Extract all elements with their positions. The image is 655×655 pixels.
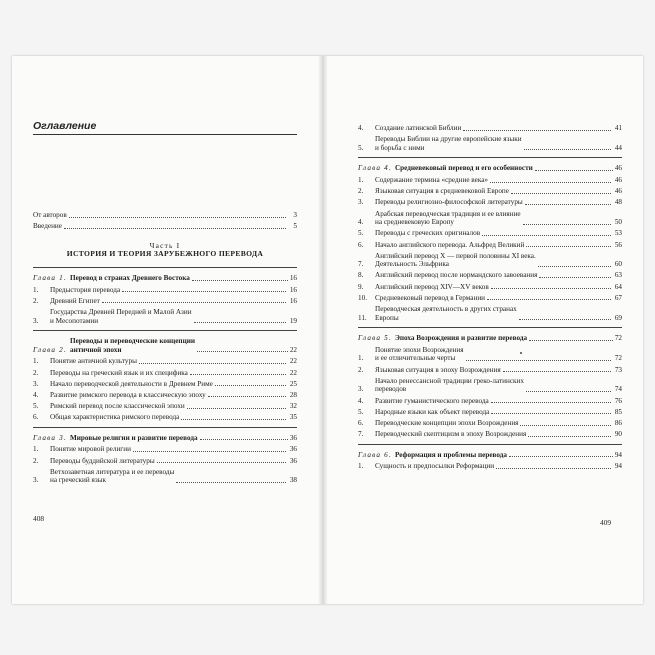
page-number-right: 409	[600, 518, 612, 527]
dot-leader	[539, 277, 611, 278]
chapter-page: 94	[614, 450, 622, 459]
toc-entry	[358, 305, 622, 322]
entry-title: Развитие гуманистического перевода	[375, 396, 489, 405]
dot-leader	[122, 291, 286, 292]
dot-leader	[176, 482, 286, 483]
entry-number: 4.	[358, 124, 364, 132]
dot-leader	[197, 351, 288, 352]
entry-page: 16	[289, 285, 297, 294]
entry-page: 19	[289, 316, 297, 325]
toc-entry	[33, 445, 297, 454]
chapter-page: 36	[289, 433, 297, 442]
entry-number: 1.	[358, 462, 364, 471]
chapter-page: 22	[289, 345, 297, 354]
dot-leader	[491, 413, 611, 414]
entry-number: 8.	[358, 271, 364, 280]
entry-title: Сущность и предпосылки Реформации	[375, 462, 495, 471]
toc-entry	[33, 457, 297, 466]
entry-title: Языковая ситуация в средневековой Европе	[375, 187, 509, 196]
toc-title: Оглавление	[33, 120, 297, 135]
toc-entry	[358, 377, 622, 394]
entry-title: Переводы религиозно-философской литературы	[375, 198, 523, 207]
entry-title: Арабская переводческая традиция и ее влияние на средневековую Европу	[375, 209, 521, 227]
entry-title: Средневековый перевод в Германии	[375, 293, 486, 302]
entry-number: 11.	[358, 313, 367, 322]
chapter-rule	[358, 444, 622, 445]
entry-number: 5.	[358, 229, 364, 238]
entry-page: 94	[614, 462, 622, 471]
book-spine	[318, 56, 328, 604]
entry-number: 3.	[33, 476, 39, 485]
entry-number: 3.	[358, 385, 364, 394]
entry-page: 50	[614, 218, 622, 227]
entry-title: От авторов	[33, 211, 67, 219]
entry-title: Римский перевод после классической эпохи	[50, 402, 185, 411]
chapter-heading	[358, 334, 622, 343]
right-chapters	[358, 157, 622, 471]
chapter-title: Эпоха Возрождения и развитие перевода	[394, 334, 528, 343]
entry-page: 69	[614, 313, 622, 322]
entry-number: 5.	[33, 402, 39, 411]
entry-title: Переводы Библии на другие европейские языки и борьба с ними	[375, 135, 522, 152]
entry-number: 6.	[358, 240, 364, 249]
chapter-rule	[33, 427, 297, 428]
entry-number: 4.	[358, 218, 364, 227]
entry-page: 73	[614, 365, 622, 374]
chapter-rule	[33, 330, 297, 331]
entry-page: 64	[614, 282, 622, 291]
dot-leader	[529, 340, 613, 341]
entry-number: 4.	[33, 390, 39, 399]
toc-entry	[33, 391, 297, 400]
dot-leader	[463, 130, 611, 131]
entry-page: 76	[614, 396, 622, 405]
entry-page: 25	[289, 379, 297, 388]
toc-entry	[358, 198, 622, 207]
entry-number: 4.	[358, 396, 364, 405]
toc-entry	[33, 297, 297, 306]
toc-entry	[33, 468, 297, 485]
entry-number: 5.	[358, 143, 364, 152]
dot-leader	[190, 374, 286, 375]
chapter-title: Переводы и переводческие концепции античной эпохи	[69, 337, 195, 354]
dot-leader	[133, 451, 286, 452]
dot-leader	[139, 363, 286, 364]
entry-number: 1.	[358, 354, 364, 363]
toc-entry	[33, 413, 297, 422]
dot-leader	[535, 170, 613, 171]
toc-entry	[358, 210, 622, 227]
entry-number: 1.	[33, 357, 39, 366]
dot-leader	[538, 266, 611, 267]
chapter-lead: Глава 3.	[33, 433, 67, 442]
entry-number: 3.	[33, 316, 39, 325]
dot-leader	[482, 235, 611, 236]
entry-number: 7.	[358, 260, 364, 269]
toc-entry	[33, 357, 297, 366]
entry-number: 2.	[33, 368, 39, 377]
entry-title: Государства Древней Передней и Малой Азии и Месопотамии	[50, 307, 192, 325]
entry-number: 6.	[358, 418, 364, 427]
entry-number: 2.	[358, 187, 364, 196]
chapter-lead: Глава 2.	[33, 345, 67, 354]
dot-leader	[157, 462, 286, 463]
toc-entry	[358, 462, 622, 471]
toc-entry	[33, 308, 297, 325]
dot-leader	[491, 402, 611, 403]
entry-number: 9.	[358, 282, 364, 291]
dot-leader	[528, 436, 611, 437]
toc-entry	[358, 271, 622, 280]
chapter-heading	[358, 451, 622, 460]
toc-entry	[358, 294, 622, 303]
dot-leader	[525, 204, 611, 205]
chapter-heading	[33, 274, 297, 283]
dot-leader	[487, 299, 611, 300]
dot-leader	[520, 425, 611, 426]
dot-leader	[496, 468, 611, 469]
dot-leader	[466, 360, 611, 361]
chapter-lead: Глава 1.	[33, 273, 67, 282]
entry-title: Понятие античной культуры	[50, 357, 137, 366]
entry-title: Английский перевод после нормандского завоевания	[375, 271, 538, 280]
dot-leader	[181, 419, 286, 420]
dot-leader	[194, 322, 286, 323]
entry-title: Понятие мировой религии	[50, 445, 131, 454]
entry-title: Начало английского перевода. Альфред Великий	[375, 240, 525, 249]
toc-entry	[33, 286, 297, 295]
entry-title: Переводы на греческий язык и их специфика	[50, 368, 188, 377]
toc-entry	[33, 380, 297, 389]
entry-page: 16	[289, 296, 297, 305]
dot-leader	[192, 280, 288, 281]
entry-page: 36	[289, 456, 297, 465]
toc-entry	[358, 135, 622, 152]
chapter-lead: Глава 5.	[358, 334, 392, 343]
toc-entry	[358, 187, 622, 196]
toc-entry	[358, 366, 622, 375]
entry-number: 1.	[33, 285, 39, 294]
entry-title: Начало переводческой деятельности в Древнем Риме	[50, 379, 213, 388]
entry-page: 86	[614, 418, 622, 427]
entry-page: 72	[614, 354, 622, 363]
entry-title: Общая характеристика римского перевода	[50, 413, 180, 422]
entry-number: 1.	[358, 175, 364, 184]
page-number-left: 408	[33, 514, 45, 523]
entry-title: Древний Египет	[50, 296, 100, 305]
toc-entry	[33, 402, 297, 411]
entry-page: 3	[293, 211, 297, 219]
toc-entry	[33, 211, 297, 220]
entry-title: Введение	[33, 222, 62, 231]
continued-items	[358, 124, 622, 152]
entry-number: 2.	[358, 365, 364, 374]
entry-title: Предыстория перевода	[50, 285, 121, 294]
entry-page: 46	[614, 187, 622, 196]
chapter-title: Средневековый перевод и его особенности	[394, 164, 533, 173]
entry-title: Переводческая деятельность в других странах Европы	[375, 305, 517, 322]
entry-number: 6.	[33, 413, 39, 422]
entry-title: Переводы буддийской литературы	[50, 456, 155, 465]
chapter-rule	[358, 157, 622, 158]
entry-number: 3.	[358, 198, 364, 207]
dot-leader	[64, 228, 286, 229]
entry-page: 32	[289, 402, 297, 411]
dot-leader	[526, 246, 611, 247]
dot-leader	[503, 371, 611, 372]
chapter-rule	[358, 327, 622, 328]
entry-number: 7.	[358, 430, 364, 439]
chapter-heading	[358, 164, 622, 173]
dot-leader	[200, 439, 288, 440]
dot-leader	[490, 182, 611, 183]
dot-leader	[208, 396, 286, 397]
chapter-title: Мировые религии и развитие перевода	[69, 433, 198, 442]
entry-page: 74	[614, 385, 622, 394]
entry-title: Народные языки как объект перевода	[375, 407, 490, 416]
entry-title: Содержание термина «средние века»	[375, 175, 489, 184]
dot-leader	[69, 217, 286, 218]
entry-number: 2.	[33, 456, 39, 465]
entry-title: Развитие римского перевода в классическую эпоху	[50, 390, 206, 399]
chapter-rule	[33, 267, 297, 268]
toc-entry	[358, 229, 622, 238]
entry-page: 67	[614, 293, 622, 302]
entry-title: Переводы с греческих оригиналов	[375, 229, 481, 238]
entry-title: Ветхозаветная литература и ее переводы на греческий язык	[50, 467, 175, 485]
dot-leader	[215, 385, 286, 386]
toc-entry	[358, 283, 622, 292]
entry-title: Языковая ситуация в эпоху Возрождения	[375, 365, 501, 374]
entry-page: 35	[289, 413, 297, 422]
left-chapters	[33, 267, 297, 485]
entry-number: 1.	[33, 445, 39, 454]
toc-entry	[358, 397, 622, 406]
dot-leader	[102, 302, 286, 303]
dot-leader	[519, 319, 611, 320]
chapter-title: Реформация и проблемы перевода	[394, 450, 508, 459]
chapter-lead: Глава 6.	[358, 450, 392, 459]
toc-entry	[358, 408, 622, 417]
toc-entry	[358, 430, 622, 439]
entry-title: Начало ренессансной традиции греко-латинских переводов	[375, 376, 524, 394]
part-label: Часть I	[149, 240, 181, 250]
entry-page: 60	[614, 260, 622, 269]
toc-entry	[358, 124, 622, 133]
entry-number: 10.	[358, 293, 367, 302]
dot-leader	[523, 224, 611, 225]
chapter-title: Перевод в странах Древнего Востока	[69, 273, 190, 282]
entry-title: Создание латинской Библии	[375, 124, 462, 132]
toc-entry	[33, 222, 297, 231]
entry-page: 63	[614, 271, 622, 280]
dot-leader	[524, 149, 611, 150]
toc-entry	[358, 252, 622, 269]
part-title: ИСТОРИЯ И ТЕОРИЯ ЗАРУБЕЖНОГО ПЕРЕВОДА	[66, 249, 264, 259]
dot-leader	[491, 288, 611, 289]
dot-leader	[511, 193, 611, 194]
entry-page: 46	[614, 175, 622, 184]
entry-page: 41	[614, 124, 622, 132]
entry-number: 3.	[33, 379, 39, 388]
dot-leader	[187, 408, 286, 409]
entry-number: 5.	[358, 407, 364, 416]
entry-page: 5	[293, 222, 297, 231]
entry-page: 22	[289, 368, 297, 377]
chapter-heading	[33, 434, 297, 443]
entry-page: 85	[614, 407, 622, 416]
entry-number: 2.	[33, 296, 39, 305]
front-matter	[33, 211, 297, 231]
entry-title: Английский перевод XIV—XV веков	[375, 282, 489, 291]
entry-title: Понятие эпохи Возрождения и ее отличительные черты	[375, 345, 464, 363]
toc-entry	[358, 176, 622, 185]
entry-page: 36	[289, 445, 297, 454]
entry-title: Переводческий скептицизм в эпоху Возрождения	[375, 430, 527, 439]
right-page	[358, 124, 622, 474]
chapter-page: 46	[614, 164, 622, 173]
toc-entry	[358, 241, 622, 250]
toc-entry	[358, 346, 622, 363]
entry-page: 90	[614, 430, 622, 439]
dot-leader	[526, 391, 611, 392]
entry-page: 22	[289, 357, 297, 366]
entry-title: Английский перевод X — первой половины XI века. Деятельность Эльфрика	[375, 251, 536, 269]
chapter-heading	[33, 337, 297, 354]
entry-page: 56	[614, 240, 622, 249]
chapter-lead: Глава 4.	[358, 164, 392, 173]
entry-page: 48	[614, 198, 622, 207]
entry-title: Переводческие концепции эпохи Возрождения	[375, 418, 519, 427]
chapter-page: 16	[289, 273, 297, 282]
toc-entry	[33, 369, 297, 378]
entry-page: 53	[614, 229, 622, 238]
dot-leader	[509, 456, 613, 457]
left-page	[33, 120, 297, 488]
chapter-page: 72	[614, 334, 622, 343]
toc-entry	[358, 419, 622, 428]
entry-page: 38	[289, 476, 297, 485]
entry-page: 28	[289, 390, 297, 399]
entry-page: 44	[614, 143, 622, 152]
